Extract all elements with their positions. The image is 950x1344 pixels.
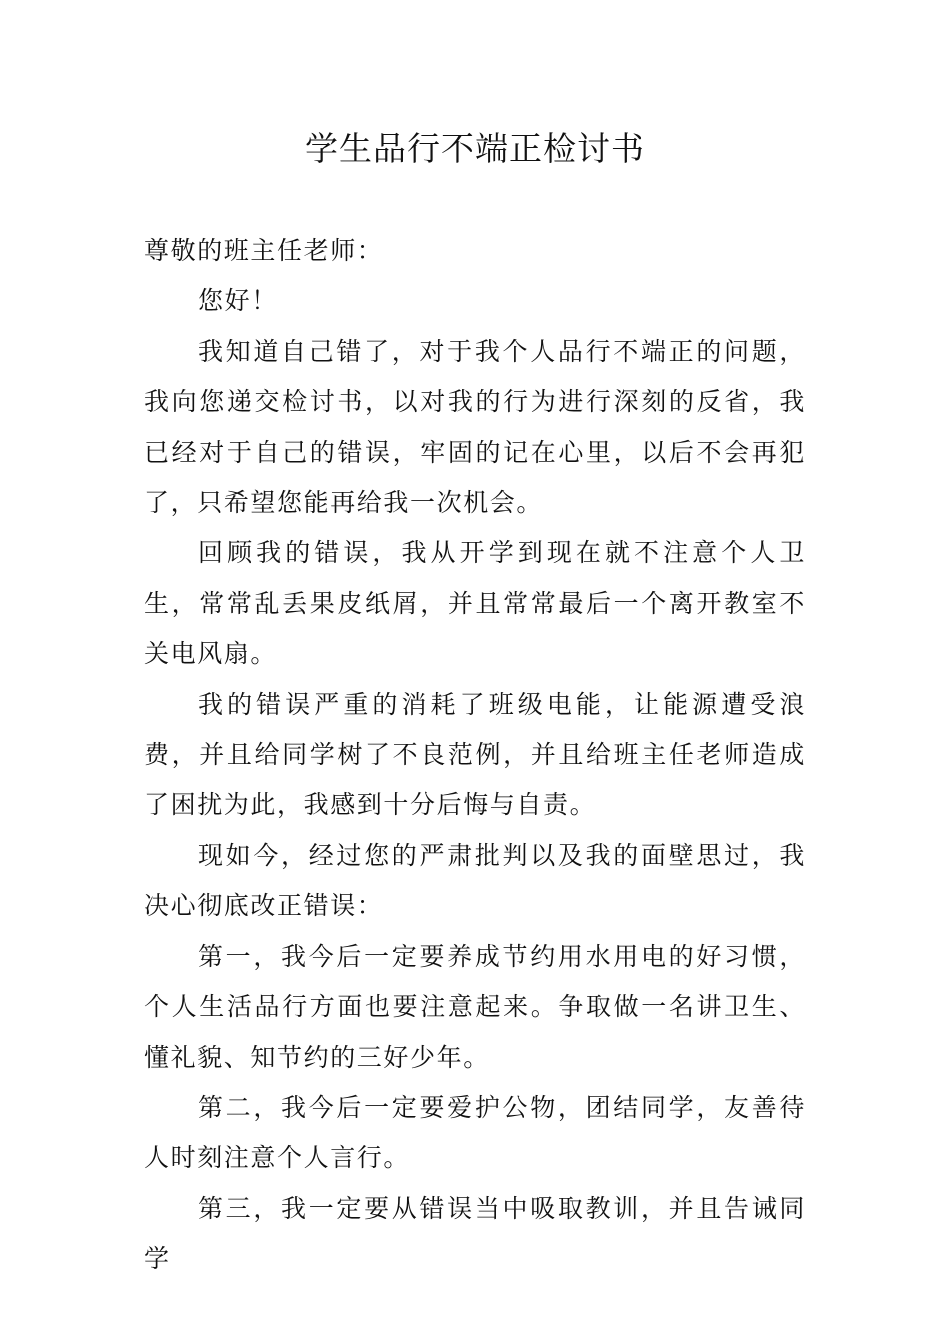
document-body — [144, 226, 806, 1285]
body-paragraph: 第二，我今后一定要爱护公物，团结同学，友善待人时刻注意个人言行。 — [144, 1092, 806, 1173]
body-paragraph: 现如今，经过您的严肃批判以及我的面壁思过，我决心彻底改正错误： — [144, 840, 806, 921]
body-paragraph: 我知道自己错了，对于我个人品行不端正的问题，我向您递交检讨书，以对我的行为进行深刻的反省，我已经对于自己的错误，牢固的记在心里，以后不会再犯了，只希望您能再给我一次机会。 — [144, 336, 806, 518]
body-paragraph: 第三，我一定要从错误当中吸取教训，并且告诫同学 — [144, 1193, 806, 1274]
greeting-paragraph: 您好！ — [198, 286, 278, 316]
salutation: 尊敬的班主任老师： — [144, 236, 384, 265]
body-paragraph: 第一，我今后一定要养成节约用水用电的好习惯，个人生活品行方面也要注意起来。争取做一名讲卫生、懂礼貌、知节约的三好少年。 — [144, 941, 806, 1072]
document-title: 学生品行不端正检讨书 — [305, 129, 645, 168]
body-paragraph: 回顾我的错误，我从开学到现在就不注意个人卫生，常常乱丢果皮纸屑，并且常常最后一个离开教室不关电风扇。 — [144, 538, 806, 669]
body-paragraph: 我的错误严重的消耗了班级电能，让能源遭受浪费，并且给同学树了不良范例，并且给班主任老师造成了困扰为此，我感到十分后悔与自责。 — [144, 689, 806, 820]
